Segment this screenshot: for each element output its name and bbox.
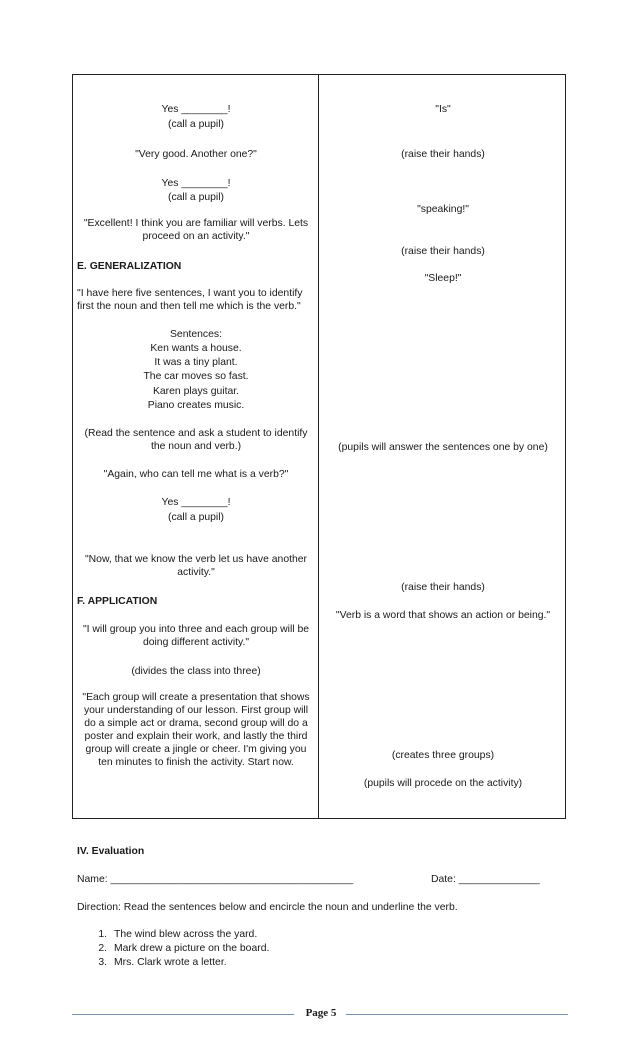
teacher-line: "I will group you into three and each group will be doing different activity." bbox=[82, 624, 310, 648]
teacher-line: "Each group will create a presentation that shows your understanding of our lesson. First group will do a simple act or drama, second group will do a poster and explain their work, and lastly the third group will create a jingle or cheer. I'm giving you ten minutes to finish the activity. Start now. bbox=[82, 692, 310, 768]
section-heading-application: F. APPLICATION bbox=[77, 596, 158, 607]
teacher-line: "Very good. Another one?" bbox=[135, 149, 257, 160]
sentence-item: It was a tiny plant. bbox=[154, 357, 238, 368]
pupil-line: "speaking!" bbox=[417, 204, 469, 215]
evaluation-heading: IV. Evaluation bbox=[77, 846, 145, 857]
teacher-line: "Again, who can tell me what is a verb?" bbox=[103, 469, 289, 480]
pupil-line: "Sleep!" bbox=[424, 273, 462, 284]
teacher-line: (divides the class into three) bbox=[131, 666, 261, 677]
sentence-item: The car moves so fast. bbox=[143, 371, 249, 382]
teacher-line: Yes ________! bbox=[161, 104, 231, 115]
teacher-line: "I have here five sentences, I want you to identify first the noun and then tell me which is the verb." bbox=[77, 288, 303, 312]
pupil-line: (pupils will procede on the activity) bbox=[363, 778, 523, 789]
teacher-line: "Now, that we know the verb let us have another activity." bbox=[84, 554, 308, 578]
evaluation-direction: Direction: Read the sentences below and encircle the noun and underline the verb. bbox=[77, 902, 458, 913]
footer-rule-left bbox=[72, 1014, 294, 1015]
pupil-line: (creates three groups) bbox=[391, 750, 495, 761]
section-heading-generalization: E. GENERALIZATION bbox=[77, 261, 182, 272]
pupil-line: (raise their hands) bbox=[401, 246, 485, 257]
page-number: Page 5 bbox=[305, 1007, 337, 1019]
pupil-line: "Is" bbox=[435, 104, 451, 115]
name-field: Name: __________________________________________ bbox=[77, 874, 354, 885]
lesson-plan-table bbox=[72, 74, 566, 819]
pupil-line: (pupils will answer the sentences one by one) bbox=[338, 442, 548, 453]
sentence-item: Ken wants a house. bbox=[150, 343, 242, 354]
teacher-line: (Read the sentence and ask a student to identify the noun and verb.) bbox=[84, 428, 308, 452]
pupil-line: (raise their hands) bbox=[401, 582, 485, 593]
pupil-line: "Verb is a word that shows an action or being." bbox=[335, 610, 551, 621]
teacher-line: Yes ________! bbox=[161, 178, 231, 189]
teacher-line: (call a pupil) bbox=[167, 192, 225, 203]
list-item: The wind blew across the yard. bbox=[114, 929, 258, 940]
teacher-line: (call a pupil) bbox=[167, 512, 225, 523]
list-item-number: 3. bbox=[98, 957, 107, 968]
date-field: Date: ______________ bbox=[431, 874, 540, 885]
list-item-number: 2. bbox=[98, 943, 107, 954]
teacher-line: "Excellent! I think you are familiar will verbs. Lets proceed on an activity." bbox=[83, 218, 309, 242]
sentence-item: Karen plays guitar. bbox=[152, 386, 240, 397]
teacher-line: Sentences: bbox=[170, 329, 222, 340]
pupil-line: (raise their hands) bbox=[401, 149, 485, 160]
list-item-number: 1. bbox=[98, 929, 107, 940]
sentence-item: Piano creates music. bbox=[147, 400, 245, 411]
list-item: Mrs. Clark wrote a letter. bbox=[114, 957, 227, 968]
list-item: Mark drew a picture on the board. bbox=[114, 943, 270, 954]
footer-rule-right bbox=[346, 1014, 568, 1015]
teacher-line: (call a pupil) bbox=[167, 119, 225, 130]
teacher-line: Yes ________! bbox=[161, 497, 231, 508]
